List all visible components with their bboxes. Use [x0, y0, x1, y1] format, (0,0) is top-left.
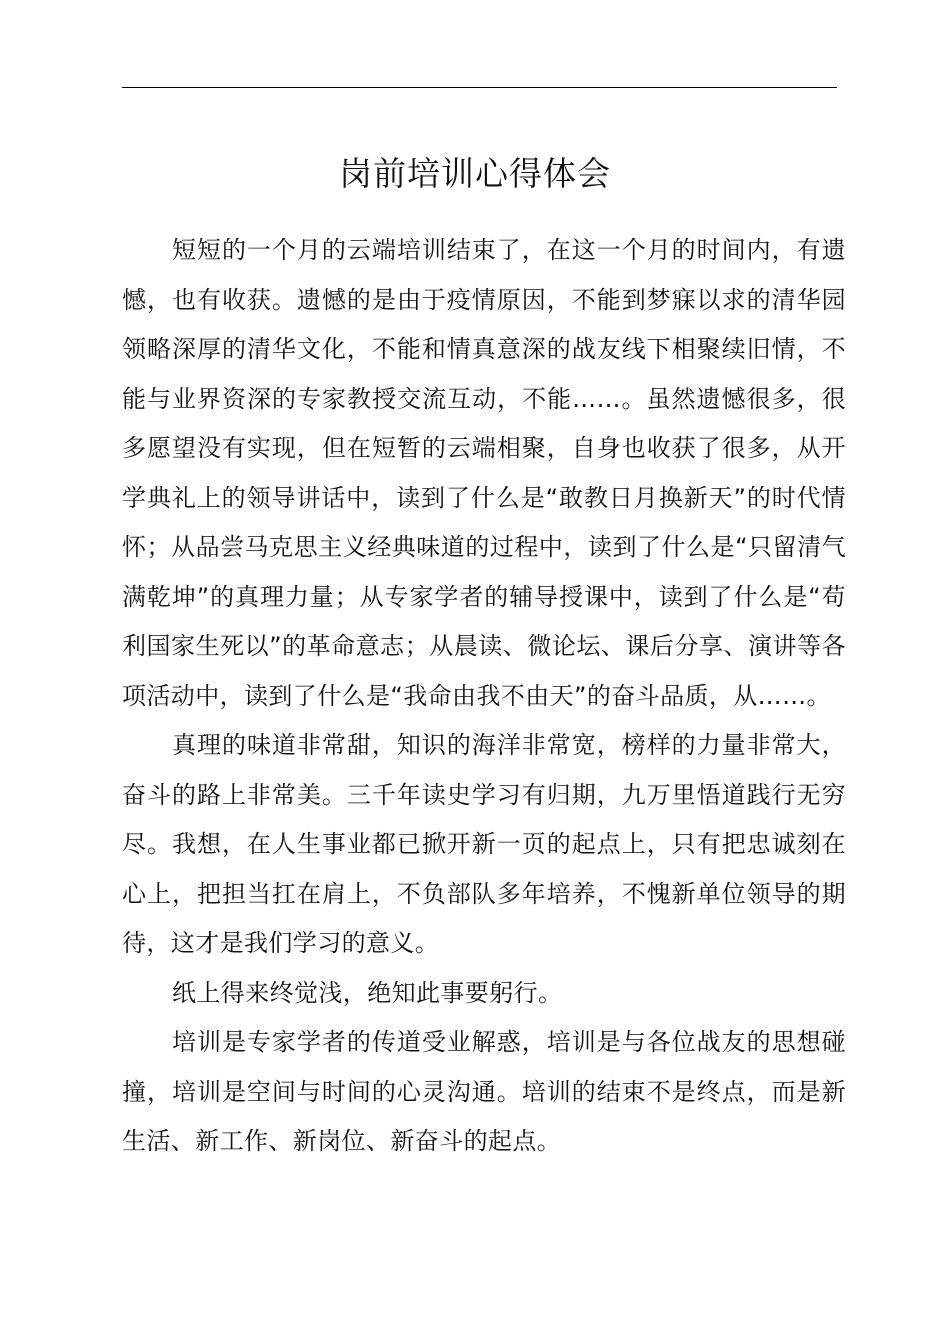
- paragraph-1: 短短的一个月的云端培训结束了，在这一个月的时间内，有遗憾，也有收获。遗憾的是由于疫情原因，不能到梦寐以求的清华园领略深厚的清华文化，不能和情真意深的战友线下相聚续旧情，不能与业界资深的专家教授交流互动，不能……。虽然遗憾很多，很多愿望没有实现，但在短暂的云端相聚，自身也收获了很多，从开学典礼上的领导讲话中，读到了什么是“敢教日月换新天”的时代情怀；从品尝马克思主义经典味道的过程中，读到了什么是“只留清气满乾坤”的真理力量；从专家学者的辅导授课中，读到了什么是“苟利国家生死以”的革命意志；从晨读、微论坛、课后分享、演讲等各项活动中，读到了什么是“我命由我不由天”的奋斗品质，从……。: [122, 236, 846, 710]
- header-rule: [122, 87, 837, 88]
- document-body: [122, 226, 846, 1167]
- paragraph-2: 真理的味道非常甜，知识的海洋非常宽，榜样的力量非常大，奋斗的路上非常美。三千年读史学习有归期，九万里悟道践行无穷尽。我想，在人生事业都已掀开新一页的起点上，只有把忠诚刻在心上，把担当扛在肩上，不负部队多年培养，不愧新单位领导的期待，这才是我们学习的意义。: [122, 731, 846, 957]
- document-title: 岗前培训心得体会: [339, 154, 611, 193]
- paragraph-3: 纸上得来终觉浅，绝知此事要躬行。: [172, 978, 563, 1007]
- paragraph-4: 培训是专家学者的传道受业解惑，培训是与各位战友的思想碰撞，培训是空间与时间的心灵沟通。培训的结束不是终点，而是新生活、新工作、新岗位、新奋斗的起点。: [122, 1028, 846, 1155]
